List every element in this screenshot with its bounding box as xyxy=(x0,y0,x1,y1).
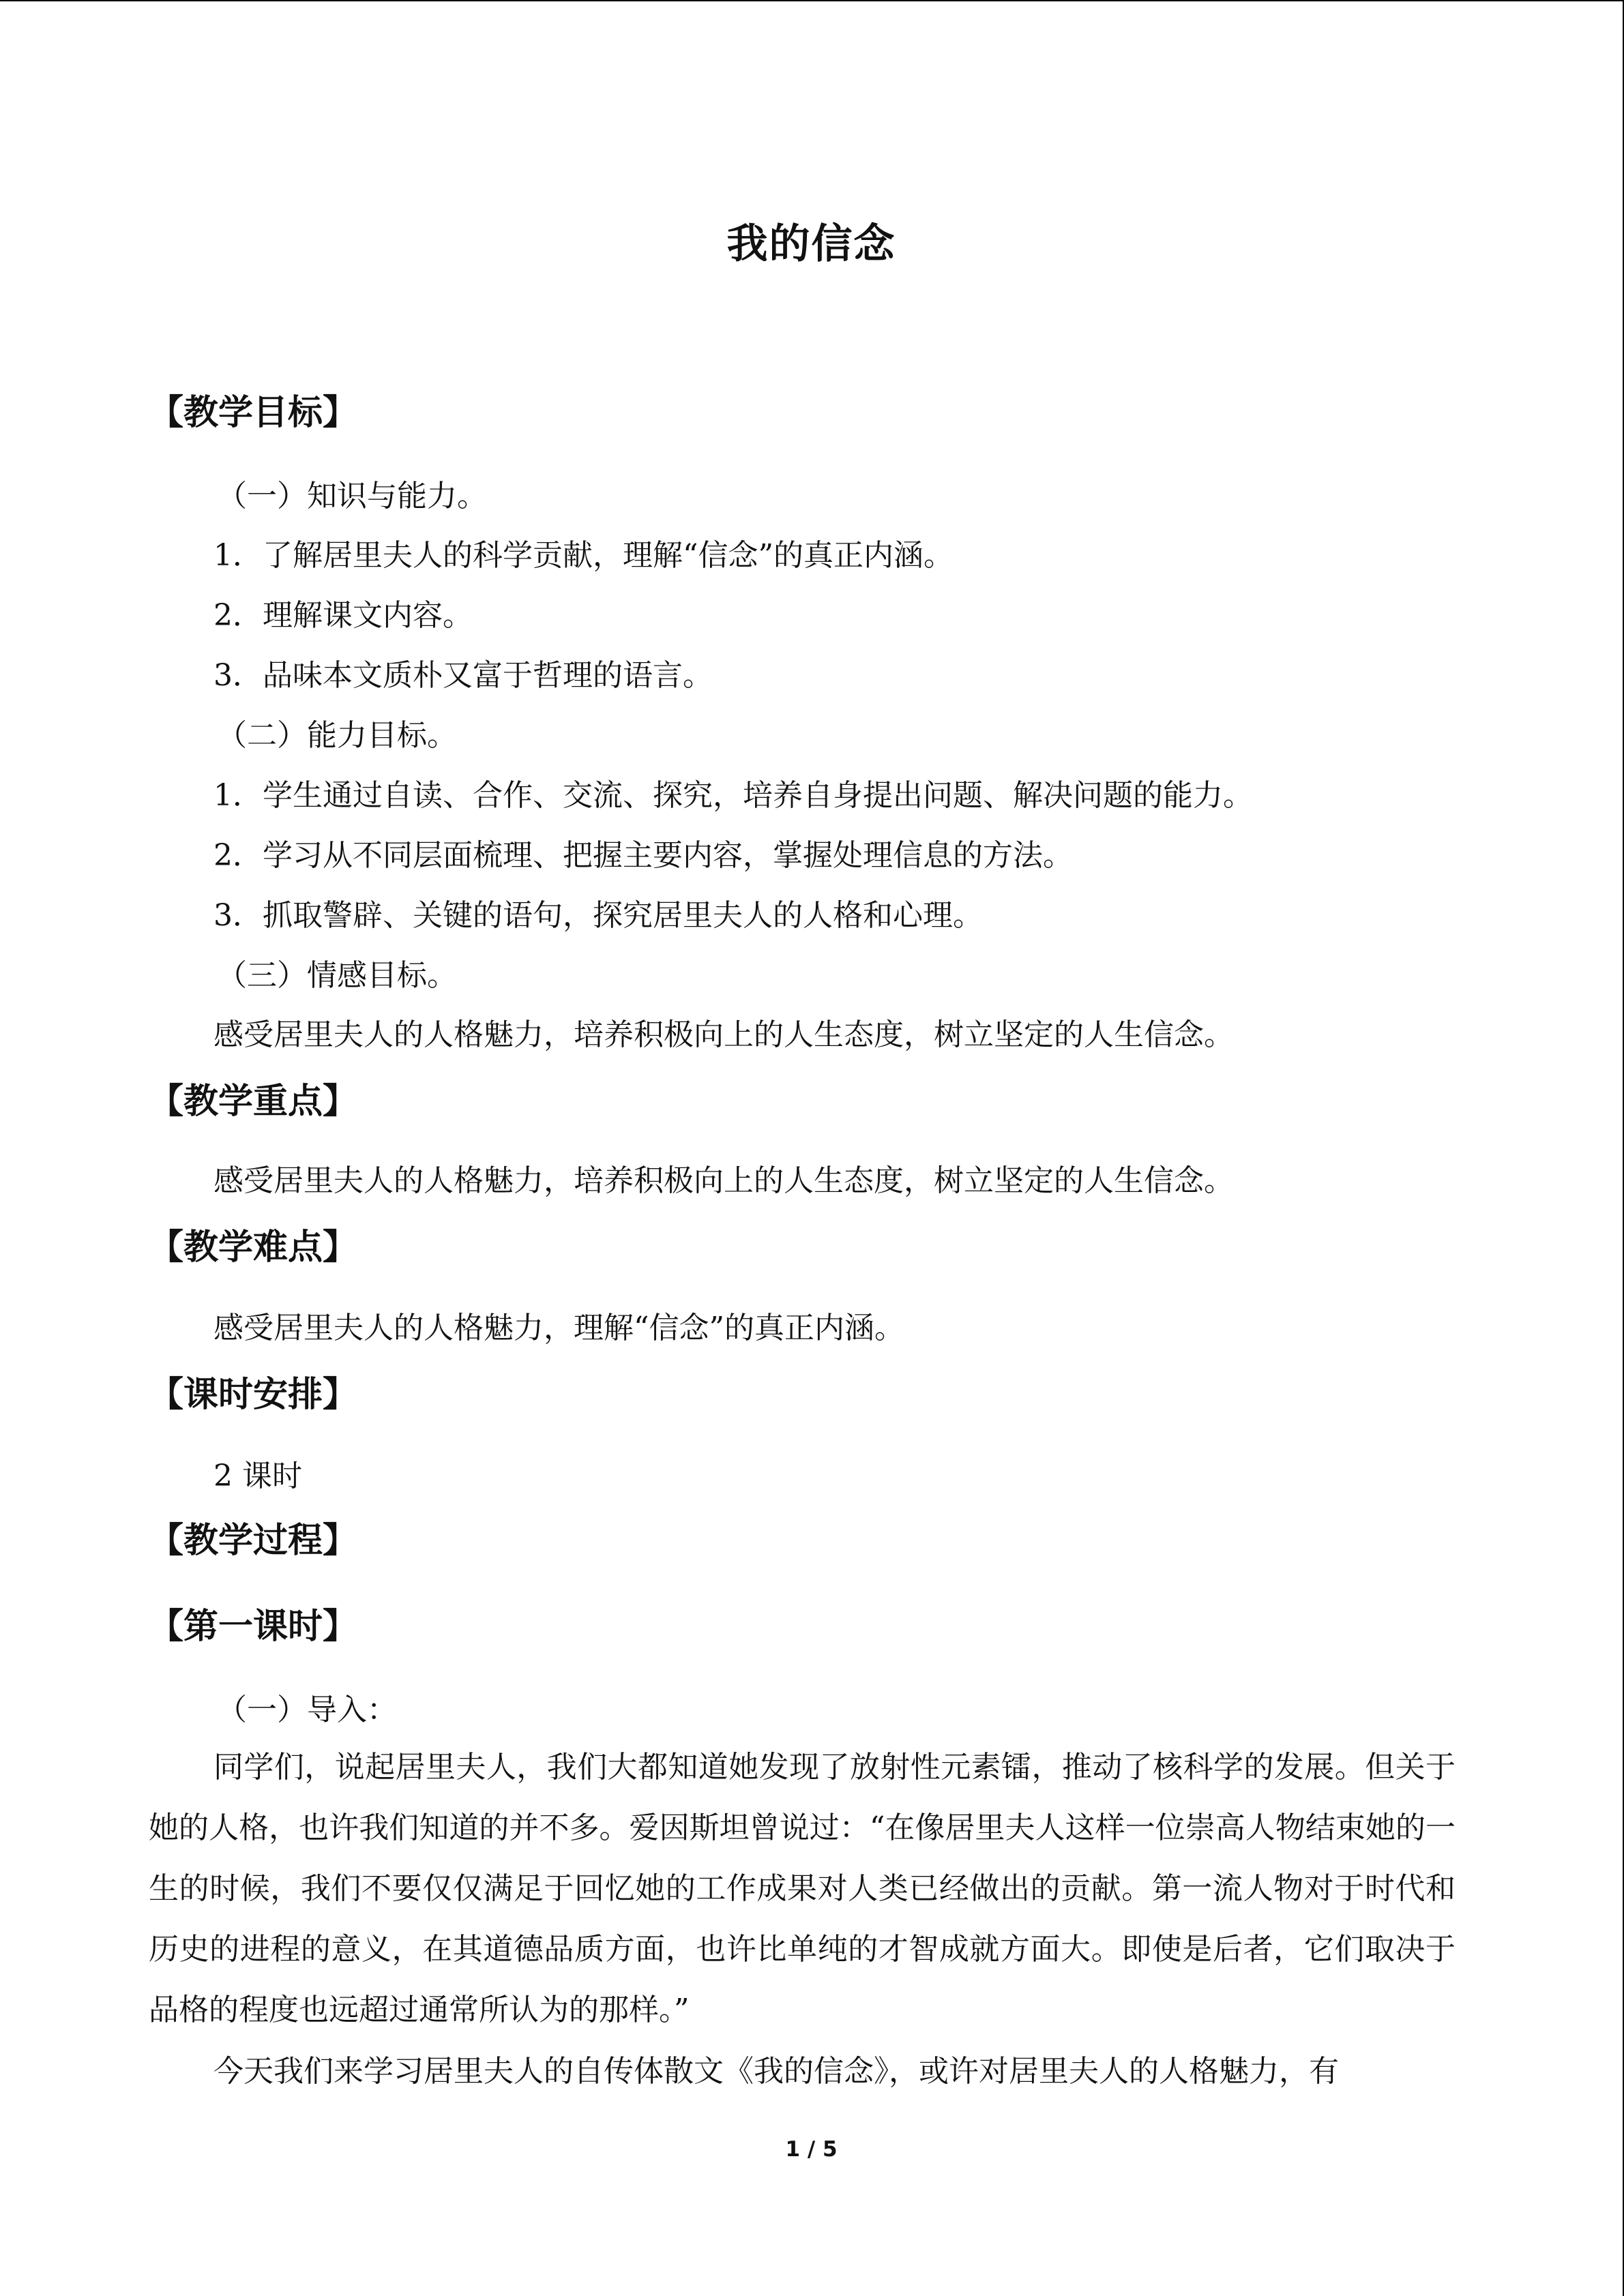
lesson1-subheading-intro: （一）导入： xyxy=(217,1693,397,1727)
document-title: 我的信念 xyxy=(726,220,896,268)
objectives-ability-item: 3．抓取警辟、关键的语句，探究居里夫人的人格和心理。 xyxy=(213,898,983,933)
lesson1-intro-paragraph: 同学们，说起居里夫人，我们大都知道她发现了放射性元素镭，推动了核科学的发展。但关于她的人格，也许我们知道的并不多。爱因斯坦曾说过：“在像居里夫人这样一位崇高人物结束她的一生的时候，我们不要仅仅满足于回忆她的工作成果对人类已经做出的贡献。第一流人物对于时代和历史的进程的意义，在其道德品质方面，也许比单纯的才智成就方面大。即使是后者，它们取决于品格的程度也远超过通常所认为的那样。” xyxy=(149,1750,1456,2027)
lesson1-intro-paragraph-2: 今天我们来学习居里夫人的自传体散文《我的信念》，或许对居里夫人的人格魅力，有 xyxy=(213,2054,1339,2089)
heading-schedule: 【课时安排】 xyxy=(149,1375,358,1415)
heading-key-points: 【教学重点】 xyxy=(149,1082,358,1122)
schedule-text: 2 课时 xyxy=(213,1459,302,1493)
objectives-subheading-ability: （二）能力目标。 xyxy=(217,718,457,753)
heading-teaching-process: 【教学过程】 xyxy=(149,1521,358,1561)
page-number: 1 / 5 xyxy=(785,2137,838,2162)
objectives-knowledge-item: 3．品味本文质朴又富于哲理的语言。 xyxy=(213,658,713,693)
objectives-ability-item: 2．学习从不同层面梳理、把握主要内容，掌握处理信息的方法。 xyxy=(213,838,1073,873)
heading-difficulties: 【教学难点】 xyxy=(149,1227,358,1268)
key-points-text: 感受居里夫人的人格魅力，培养积极向上的人生态度，树立坚定的人生信念。 xyxy=(213,1163,1234,1198)
objectives-knowledge-item: 1．了解居里夫人的科学贡献，理解“信念”的真正内涵。 xyxy=(213,538,954,573)
objectives-ability-item: 1．学生通过自读、合作、交流、探究，培养自身提出问题、解决问题的能力。 xyxy=(213,778,1253,813)
heading-first-lesson: 【第一课时】 xyxy=(149,1607,358,1647)
objectives-emotion-text: 感受居里夫人的人格魅力，培养积极向上的人生态度，树立坚定的人生信念。 xyxy=(213,1017,1234,1052)
objectives-knowledge-item: 2．理解课文内容。 xyxy=(213,598,473,633)
difficulties-text: 感受居里夫人的人格魅力，理解“信念”的真正内涵。 xyxy=(213,1311,904,1345)
heading-teaching-objectives: 【教学目标】 xyxy=(149,393,358,433)
objectives-subheading-knowledge: （一）知识与能力。 xyxy=(217,479,487,513)
objectives-subheading-emotion: （三）情感目标。 xyxy=(217,958,457,993)
